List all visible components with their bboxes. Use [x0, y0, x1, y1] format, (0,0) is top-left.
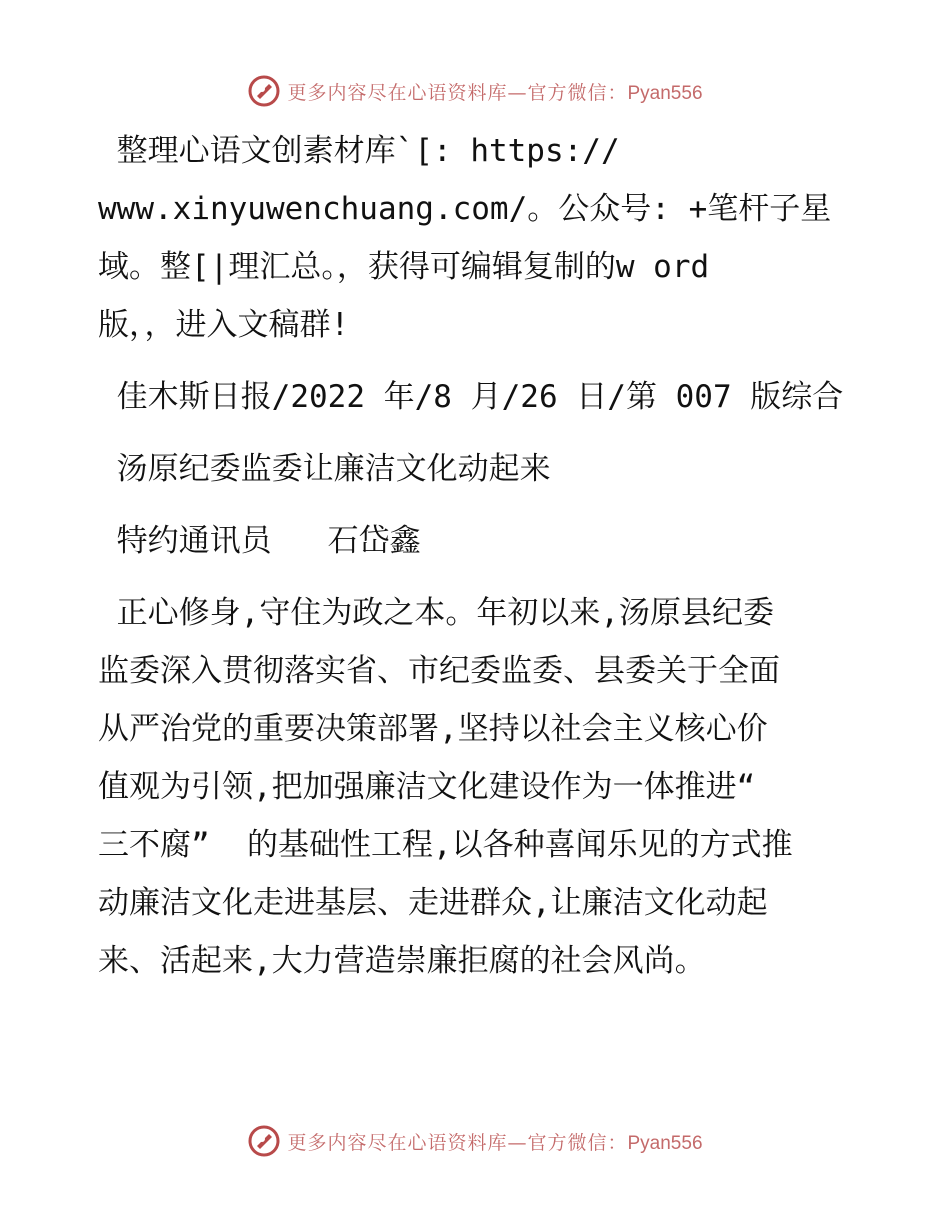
logo-icon	[247, 1124, 281, 1158]
watermark-wechat-id: Pyan556	[627, 82, 703, 104]
body-line: 监委深入贯彻落实省、市纪委监委、县委关于全面	[98, 653, 780, 689]
body-line: 从严治党的重要决策部署,坚持以社会主义核心价	[98, 711, 768, 747]
watermark-text: 更多内容尽在心语资料库—官方微信：Pyan556	[287, 81, 703, 104]
logo-icon	[247, 74, 281, 108]
intro-line: 域。整[|理汇总。，获得可编辑复制的w ord	[98, 249, 710, 285]
body-line: 三不腐” 的基础性工程,以各种喜闻乐见的方式推	[98, 827, 793, 863]
body-paragraph	[98, 584, 858, 990]
body-line: 正心修身,守住为政之本。年初以来,汤原县纪委	[98, 595, 774, 631]
watermark-wechat-id: Pyan556	[627, 1132, 703, 1154]
intro-line: www.xinyuwenchuang.com/。公众号: +笔杆子星	[98, 191, 832, 227]
intro-line: 版，，进入文稿群!	[98, 307, 350, 343]
watermark-text: 更多内容尽在心语资料库—官方微信：Pyan556	[287, 1131, 703, 1154]
intro-line: 整理心语文创素材库`[: https://	[98, 133, 620, 169]
footer-watermark	[0, 1124, 950, 1158]
byline: 特约通讯员 石岱鑫	[98, 523, 421, 559]
document-body	[98, 122, 858, 990]
body-line: 来、活起来,大力营造崇廉拒腐的社会风尚。	[98, 943, 706, 979]
intro-paragraph	[98, 122, 858, 354]
body-line: 值观为引领,把加强廉洁文化建设作为一体推进“	[98, 769, 756, 805]
header-watermark	[0, 74, 950, 108]
headline: 汤原纪委监委让廉洁文化动起来	[98, 451, 551, 487]
source-line: 佳木斯日报/2022 年/8 月/26 日/第 007 版综合	[98, 379, 844, 415]
body-line: 动廉洁文化走进基层、走进群众,让廉洁文化动起	[98, 885, 768, 921]
